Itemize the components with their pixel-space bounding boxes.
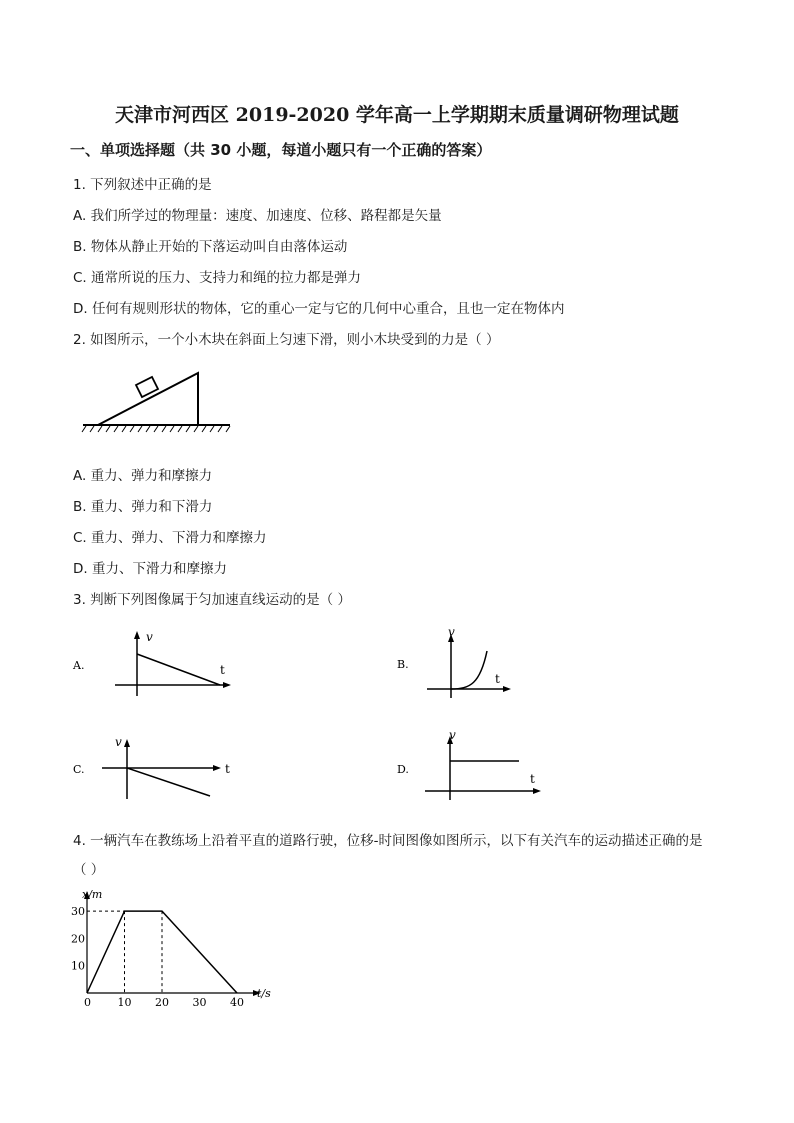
q4-stem: 4. 一辆汽车在教练场上沿着平直的道路行驶，位移-时间图像如图所示，以下有关汽车的运动描述正确的是 xyxy=(73,833,703,849)
wooden-block xyxy=(136,377,158,397)
q2-option-b: B. 重力、弹力和下滑力 xyxy=(73,499,213,515)
y-tick-label: 20 xyxy=(71,932,85,946)
graph-a-label: A. xyxy=(73,659,85,672)
graph-d-x-axis-label: t xyxy=(530,772,535,786)
graph-a xyxy=(70,628,250,703)
q1-option-a: A. 我们所学过的物理量：速度、加速度、位移、路程都是矢量 xyxy=(73,208,442,224)
graph-c xyxy=(70,733,260,803)
page-title: 天津市河西区 2019-2020 学年高一上学期期末质量调研物理试题 xyxy=(115,104,679,126)
q2-option-d: D. 重力、下滑力和摩擦力 xyxy=(73,561,227,577)
section-heading: 一、单项选择题（共 30 小题，每道小题只有一个正确的答案） xyxy=(70,141,492,159)
graph-b-label: B. xyxy=(397,658,409,671)
displacement-time-chart xyxy=(60,885,290,1010)
graph-c-label: C. xyxy=(73,763,85,776)
graph-d-label: D. xyxy=(397,763,409,776)
x-tick-label: 0 xyxy=(84,996,91,1009)
graph-a-x-axis-label: t xyxy=(220,663,225,677)
x-tick-label: 20 xyxy=(155,996,169,1009)
x-tick-label: 40 xyxy=(230,996,244,1009)
q1-option-c: C. 通常所说的压力、支持力和绳的拉力都是弹力 xyxy=(73,270,362,286)
graph-d-y-axis-label: v xyxy=(449,728,456,742)
q1-stem: 1. 下列叙述中正确的是 xyxy=(73,177,212,193)
graph-b-x-axis-label: t xyxy=(495,672,500,686)
x-axis-label: t/s xyxy=(257,987,271,1000)
q1-option-d: D. 任何有规则形状的物体，它的重心一定与它的几何中心重合，且也一定在物体内 xyxy=(73,301,565,317)
graph-c-x-axis-label: t xyxy=(225,762,230,776)
graph-c-line xyxy=(127,768,210,796)
incline-figure xyxy=(80,365,235,440)
graph-b xyxy=(395,626,545,706)
q2-stem: 2. 如图所示，一个小木块在斜面上匀速下滑，则小木块受到的力是（ ） xyxy=(73,332,500,348)
graph-c-y-axis-label: v xyxy=(115,735,122,749)
y-tick-label: 10 xyxy=(71,959,85,973)
q3-stem: 3. 判断下列图像属于匀加速直线运动的是（ ） xyxy=(73,592,351,608)
graph-b-y-axis-label: v xyxy=(448,625,455,639)
ground-hatching xyxy=(82,426,230,432)
graph-a-line xyxy=(137,654,220,685)
y-axis-label: x/m xyxy=(82,888,103,901)
x-tick-label: 10 xyxy=(117,996,132,1009)
q4-stem-cont: （ ） xyxy=(73,862,105,878)
graph-d xyxy=(395,728,555,808)
q2-option-c: C. 重力、弹力、下滑力和摩擦力 xyxy=(73,530,267,546)
q2-option-a: A. 重力、弹力和摩擦力 xyxy=(73,468,213,484)
y-tick-label: 30 xyxy=(71,905,85,919)
graph-b-curve xyxy=(451,651,487,689)
q1-option-b: B. 物体从静止开始的下落运动叫自由落体运动 xyxy=(73,239,348,255)
graph-a-y-axis-label: v xyxy=(146,630,153,644)
x-tick-label: 30 xyxy=(192,996,207,1009)
